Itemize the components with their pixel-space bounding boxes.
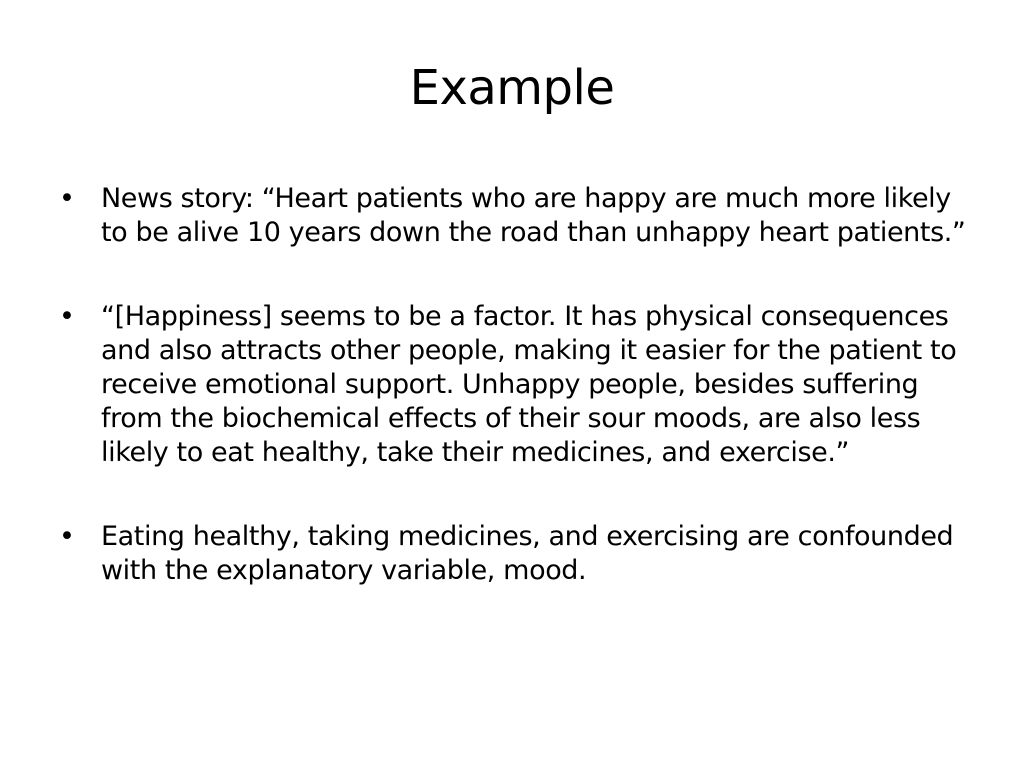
bullet-list [59, 182, 979, 638]
bullet-item [59, 182, 979, 250]
slide-title: Example [409, 60, 615, 116]
bullet-icon: • [59, 183, 75, 214]
bullet-text: “[Happiness] seems to be a factor. It has physical consequences and also attracts other people, making it easier for the patient to receive emotional support. Unhappy people, besides suffering from the biochemical effects of their sour moods, are also less likely to eat healthy, take their medicines, and exercise.” [101, 301, 957, 468]
bullet-icon: • [59, 521, 75, 552]
bullet-icon: • [59, 301, 75, 332]
bullet-item [59, 300, 979, 470]
bullet-text: Eating healthy, taking medicines, and exercising are confounded with the explanatory variable, mood. [101, 521, 954, 586]
bullet-text: News story: “Heart patients who are happy are much more likely to be alive 10 years down the road than unhappy heart patients.” [101, 183, 966, 248]
bullet-item [59, 520, 979, 588]
